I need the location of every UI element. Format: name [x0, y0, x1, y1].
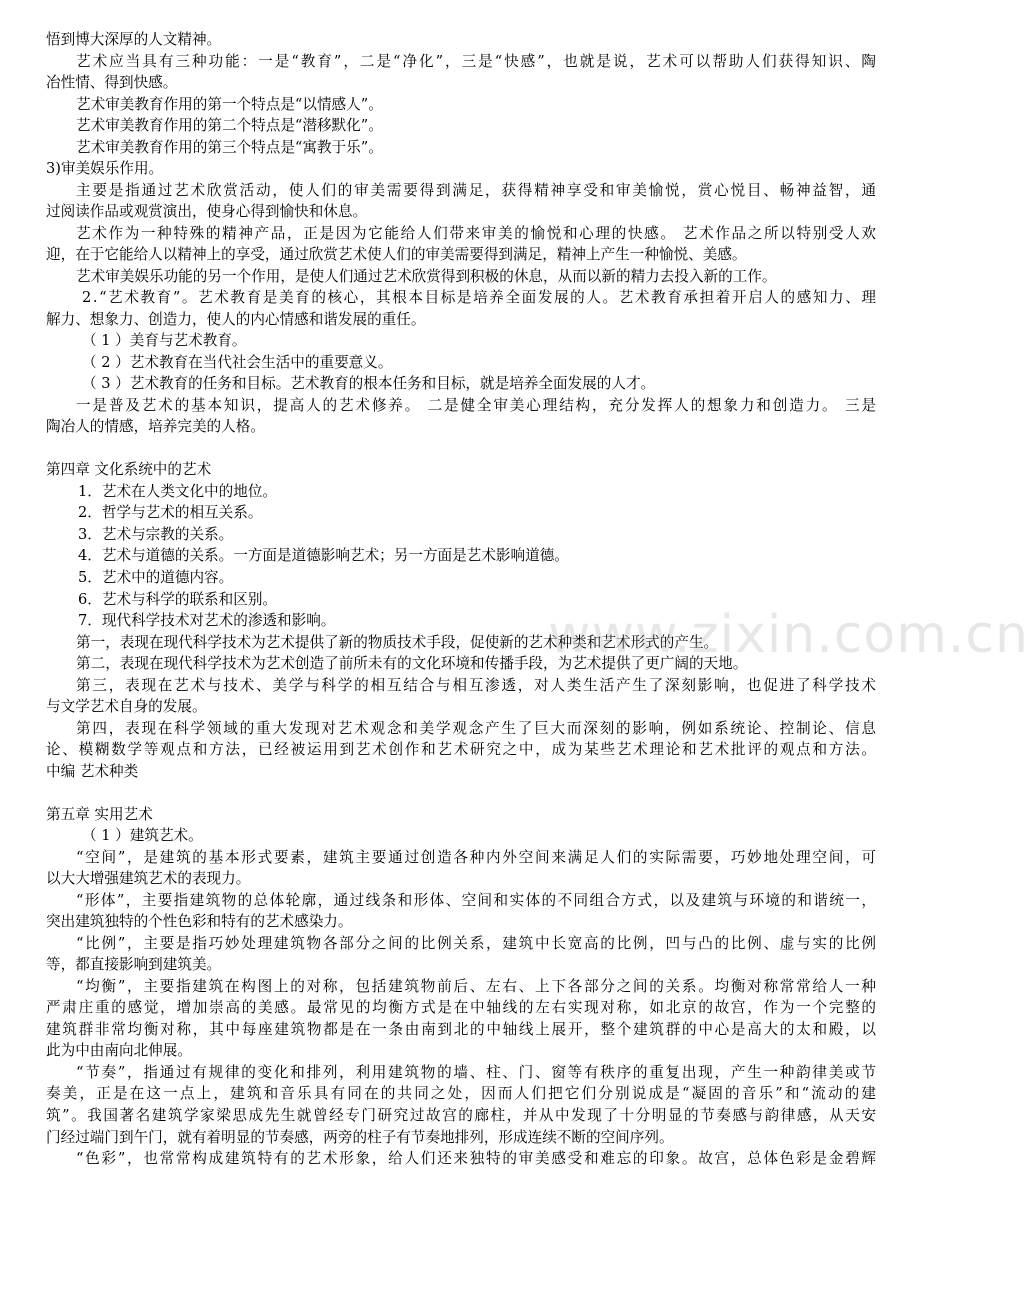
text-line: [0, 180, 920, 202]
line-text: “色彩”，也常常构成建筑特有的艺术形象，给人们还来独特的审美感受和难忘的印象。故宫，总体色彩是金碧辉: [76, 1150, 878, 1168]
line-text: 1．艺术在人类文化中的地位。: [78, 482, 278, 500]
line-text: 第一，表现在现代科学技术为艺术提供了新的物质技术手段，促使新的艺术种类和艺术形式的产生。: [76, 633, 719, 651]
text-line: [0, 115, 920, 137]
line-text: “空间”，是建筑的基本形式要素，建筑主要通过创造各种内外空间来满足人们的实际需要，巧妙地处理空间，可: [76, 848, 878, 866]
line-text: 艺术应当具有三种功能：一是“教育”，二是“净化”，三是“快感”，也就是说，艺术可以帮助人们获得知识、陶: [76, 52, 878, 70]
line-text: （ 2 ）艺术教育在当代社会生活中的重要意义。: [82, 353, 393, 371]
line-text: 论、模糊数学等观点和方法，已经被运用到艺术创作和艺术研究之中，成为某些艺术理论和艺术批评的观点和方法。: [46, 741, 878, 759]
text-line: [0, 825, 920, 847]
text-line: [0, 502, 920, 524]
line-text: 等，都直接影响到建筑美。: [46, 956, 222, 974]
text-line: [0, 1040, 920, 1062]
line-text: 突出建筑独特的个性色彩和特有的艺术感染力。: [46, 913, 353, 931]
line-text: 7．现代科学技术对艺术的渗透和影响。: [78, 612, 336, 630]
text-line: [0, 223, 920, 245]
text-line: [0, 72, 920, 94]
text-line: [0, 696, 920, 718]
text-line: [0, 761, 920, 783]
text-line: [0, 309, 920, 331]
line-text: 建筑群非常均衡对称，其中每座建筑物都是在一条由南到北的中轴线上展开，整个建筑群的中心是高大的太和殿，以: [46, 1020, 878, 1038]
text-line: [0, 1062, 920, 1084]
text-line: [0, 1127, 920, 1149]
text-line: [0, 718, 920, 740]
text-line: [0, 266, 920, 288]
text-line: [0, 1105, 920, 1127]
line-text: 严肃庄重的感觉，增加崇高的美感。最常见的均衡方式是在中轴线的左右实现对称，如北京的故宫，作为一个完整的: [46, 999, 878, 1017]
line-text: 此为中由南向北伸展。: [46, 1042, 192, 1060]
line-text: （ 1 ）美育与艺术教育。: [82, 332, 247, 350]
text-line: [0, 524, 920, 546]
text-line: [0, 459, 920, 481]
line-text: 陶冶人的情感，培养完美的人格。: [46, 418, 265, 436]
line-text: “节奏”，指通过有规律的变化和排列，利用建筑物的墙、柱、门、窗等有秩序的重复出现，产生一种韵律美或节: [76, 1063, 878, 1081]
line-text: 中编 艺术种类: [46, 762, 139, 780]
text-line: [0, 545, 920, 567]
text-line: [0, 997, 920, 1019]
line-text: 第二，表现在现代科学技术为艺术创造了前所未有的文化环境和传播手段，为艺术提供了更广阔的天地。: [76, 655, 748, 673]
line-text: 第四，表现在科学领域的重大发现对艺术观念和美学观念产生了巨大而深刻的影响，例如系统论、控制论、信息: [76, 719, 878, 737]
line-text: “均衡”，主要指建筑在构图上的对称，包括建筑物前后、左右、上下各部分之间的关系。均衡对称常常给人一种: [76, 977, 878, 995]
line-text: （ 3 ）艺术教育的任务和目标。艺术教育的根本任务和目标，就是培养全面发展的人才。: [82, 375, 656, 393]
text-line: [0, 244, 920, 266]
text-line: [0, 330, 920, 352]
text-line: [0, 352, 920, 374]
text-line: [0, 976, 920, 998]
line-text: 6．艺术与科学的联系和区别。: [78, 590, 278, 608]
text-line: [0, 137, 920, 159]
text-line: [0, 675, 920, 697]
text-line: [0, 158, 920, 180]
text-line: [0, 395, 920, 417]
text-line: [0, 804, 920, 826]
text-line: [0, 373, 920, 395]
text-line: [0, 29, 920, 51]
text-line: [0, 933, 920, 955]
text-line: [0, 416, 920, 438]
line-text: 艺术审美教育作用的第三个特点是“寓教于乐”。: [76, 138, 383, 156]
line-text: 艺术审美娱乐功能的另一个作用，是使人们通过艺术欣赏得到积极的休息，从而以新的精力去投入新的工作。: [76, 267, 777, 285]
line-text: 迎，在于它能给人以精神上的享受，通过欣赏艺术使人们的审美需要得到满足，精神上产生一种愉悦、美感。: [46, 246, 747, 264]
text-line: [0, 847, 920, 869]
text-line: [0, 94, 920, 116]
line-text: 2．哲学与艺术的相互关系。: [78, 504, 263, 522]
line-text: “比例”，主要是指巧妙处理建筑物各部分之间的比例关系，建筑中长宽高的比例，凹与凸的比例、虚与实的比例: [76, 934, 878, 952]
line-text: 筑”。我国著名建筑学家梁思成先生就曾经专门研究过故宫的廊柱，并从中发现了十分明显的节奏感与韵律感，从天安: [46, 1107, 878, 1124]
line-text: 2.“艺术教育”。艺术教育是美育的核心，其根本目标是培养全面发展的人。艺术教育承担着开启人的感知力、理: [82, 289, 878, 307]
line-text: 艺术审美教育作用的第一个特点是“以情感人”。: [76, 95, 383, 113]
text-line: [0, 201, 920, 223]
text-line: [0, 1019, 920, 1041]
text-line: [0, 890, 920, 912]
watermark: www.zixin.com.cn: [548, 605, 1029, 665]
blank-line: [0, 438, 920, 460]
text-line: [0, 739, 920, 761]
line-text: 门经过端门到午门，就有着明显的节奏感，两旁的柱子有节奏地排列，形成连续不断的空间序列。: [46, 1128, 674, 1146]
text-line: [0, 868, 920, 890]
text-line: [0, 1148, 920, 1170]
line-text: （ 1 ）建筑艺术。: [82, 827, 203, 845]
line-text: 与文学艺术自身的发展。: [46, 698, 207, 716]
line-text: 解力、想象力、创造力，使人的内心情感和谐发展的重任。: [46, 310, 426, 328]
text-line: [0, 567, 920, 589]
line-text: 第三，表现在艺术与技术、美学与科学的相互结合与相互渗透，对人类生活产生了深刻影响，也促进了科学技术: [76, 676, 878, 694]
text-line: [0, 954, 920, 976]
text-line: [0, 1083, 920, 1105]
blank-line: [0, 782, 920, 804]
line-text: 第五章 实用艺术: [46, 805, 153, 823]
line-text: 第四章 文化系统中的艺术: [46, 461, 212, 479]
text-line: [0, 911, 920, 933]
line-text: 过阅读作品或观赏演出，使身心得到愉快和休息。: [46, 203, 368, 221]
line-text: “形体”，主要指建筑物的总体轮廓，通过线条和形体、空间和实体的不同组合方式，以及建筑与环境的和谐统一，: [76, 891, 878, 909]
line-text: 艺术作为一种特殊的精神产品，正是因为它能给人们带来审美的愉悦和心理的快感。 艺术作品之所以特别受人欢: [76, 224, 878, 242]
line-text: 4．艺术与道德的关系。一方面是道德影响艺术；另一方面是艺术影响道德。: [78, 547, 569, 565]
line-text: 一是普及艺术的基本知识，提高人的艺术修养。 二是健全审美心理结构，充分发挥人的想象力和创造力。 三是: [76, 396, 878, 414]
line-text: 冶性情、得到快感。: [46, 74, 178, 92]
line-text: 3)审美娱乐作用。: [46, 160, 164, 178]
text-line: [0, 481, 920, 503]
text-line: [0, 287, 920, 309]
line-text: 5．艺术中的道德内容。: [78, 569, 234, 586]
text-line: [0, 51, 920, 73]
line-text: 奏美，正是在这一点上，建筑和音乐具有同在的共同之处，因而人们把它们分别说成是“凝固的音乐”和“流动的建: [46, 1085, 879, 1103]
line-text: 以大大增强建筑艺术的表现力。: [46, 870, 251, 888]
line-text: 悟到博大深厚的人文精神。: [46, 31, 222, 48]
line-text: 主要是指通过艺术欣赏活动，使人们的审美需要得到满足，获得精神享受和审美愉悦，赏心悦目、畅神益智，通: [76, 181, 878, 199]
line-text: 3．艺术与宗教的关系。: [78, 525, 234, 543]
line-text: 艺术审美教育作用的第二个特点是“潜移默化”。: [76, 117, 383, 135]
